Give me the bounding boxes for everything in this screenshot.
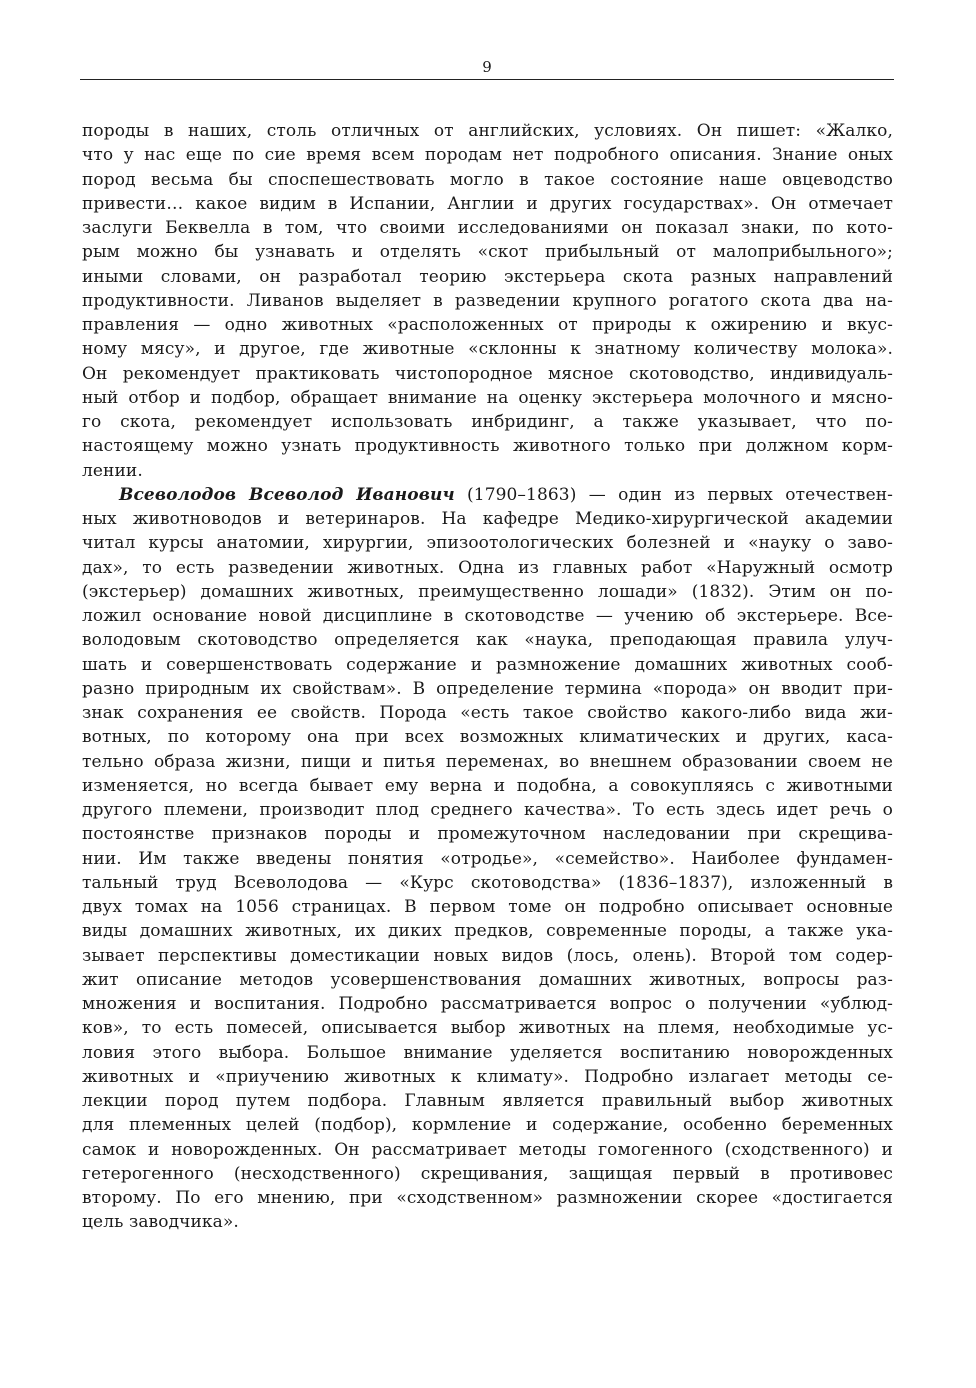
body-text [82,119,893,1235]
text-line: гетерогенного (несходственного) скрещивания, защищая первый в противовес [82,1163,893,1184]
lead-line-rest: (1790–1863) — один из первых отечествен- [454,484,894,505]
text-line-lead [82,483,893,507]
text-line: го скота, рекомендует использовать инбридинг, а также указывает, что по- [82,412,893,432]
text-line: двух томах на 1056 страницах. В первом томе он подробно описывает основные [82,897,893,917]
text-line: Он рекомендует практиковать чистопородное мясное скотоводство, индивидуаль- [82,363,893,384]
text-line: знак сохранения ее свойств. Порода «есть такое свойство какого-либо вида жи- [82,703,893,723]
text-line: для племенных целей (подбор), кормление и содержание, особенно беременных [82,1115,893,1136]
text-line: продуктивности. Ливанов выделяет в разведении крупного рогатого скота два на- [82,290,893,311]
text-line: рым можно бы узнавать и отделять «скот прибыльный от малоприбыльного»; [82,242,893,263]
text-line: животных и «приучению животных к климату». Подробно излагает методы се- [82,1066,893,1087]
page-number: 9 [482,58,492,76]
text-line: зывает перспективы доместикации новых видов (лось, олень). Второй том содер- [82,945,893,966]
paragraph-vsevolodov [82,483,893,1235]
text-line: лении. [82,460,143,481]
text-line: тальный труд Всеволодова — «Курс скотоводства» (1836–1837), изложенный в [82,872,893,893]
text-line: виды домашних животных, их диких предков, современные породы, а также ука- [82,921,893,942]
text-line: постоянстве признаков породы и промежуточном наследовании при скрещива- [82,824,893,845]
text-line: настоящему можно узнать продуктивность животного только при должном корм- [82,436,893,457]
text-line: множения и воспитания. Подробно рассматривается вопрос о получении «ублюд- [82,994,893,1014]
text-line: ных животноводов и ветеринаров. На кафедре Медико-хирургической академии [82,509,893,529]
text-line: нии. Им также введены понятия «отродье», «семейство». Наиболее фундамен- [82,848,893,869]
text-line: правления — одно животных «расположенных от природы к ожирению и вкус- [82,315,893,335]
text-line: вотных, по которому она при всех возможных климатических и других, каса- [82,727,893,748]
text-line: ловия этого выбора. Большое внимание уделяется воспитанию новорожденных [82,1042,893,1063]
text-line: разно природным их свойствам». В определение термина «порода» он вводит при- [82,678,893,699]
text-line: лекции пород путем подбора. Главным является правильный выбор животных [82,1091,893,1111]
text-line: шать и совершенствовать содержание и размножение домашних животных сооб- [82,654,893,675]
text-line: ному мясу», и другое, где животные «склонны к знатному количеству молока». [82,339,893,360]
text-line: привести… какое видим в Испании, Англии и других государствах». Он отмечает [82,193,893,214]
text-line: жит описание методов усовершенствования домашних животных, вопросы раз- [82,969,893,990]
text-line: читал курсы анатомии, хирургии, эпизоотологических болезней и «науку о заво- [82,533,893,554]
text-line: самок и новорожденных. Он рассматривает методы гомогенного (сходственного) и [82,1139,893,1160]
text-line: цель заводчика». [82,1212,239,1233]
text-line: другого племени, производит плод среднего качества». То есть здесь идет речь о [82,800,893,820]
person-name: Всеволодов Всеволод Иванович [119,484,455,505]
paragraph-livanov [82,119,893,483]
text-line: что у нас еще по сие время всем породам нет подробного описания. Знание оных [82,145,893,166]
text-line: второму. По его мнению, при «сходственном» размножении скорее «достигается [82,1188,893,1208]
text-line: пород весьма бы споспешествовать могло в такое состояние наше овцеводство [82,169,893,190]
text-line: ложил основание новой дисциплине в скотоводстве — учению об экстерьере. Все- [82,606,893,626]
text-line: изменяется, но всегда бывает ему верна и подобна, а совокупляясь с животными [82,775,893,796]
text-line: дах», то есть разведении животных. Одна из главных работ «Наружный осмотр [82,557,893,578]
text-line: тельно образа жизни, пищи и питья переменах, во внешнем образовании своем не [82,751,893,772]
text-line: иными словами, он разработал теорию экстерьера скота разных направлений [82,266,893,287]
header-rule [80,79,894,80]
text-line: (экстерьер) домашних животных, преимущественно лошади» (1832). Этим он по- [82,581,893,602]
text-line: володовым скотоводство определяется как «наука, преподающая правила улуч- [82,630,893,651]
text-line: ный отбор и подбор, обращает внимание на оценку экстерьера молочного и мясно- [82,387,893,408]
text-line: заслуги Беквелла в том, что своими исследованиями он показал знаки, по кото- [82,218,893,238]
text-line: породы в наших, столь отличных от английских, условиях. Он пишет: «Жалко, [82,121,893,141]
text-line: ков», то есть помесей, описывается выбор животных на племя, необходимые ус- [82,1018,893,1039]
